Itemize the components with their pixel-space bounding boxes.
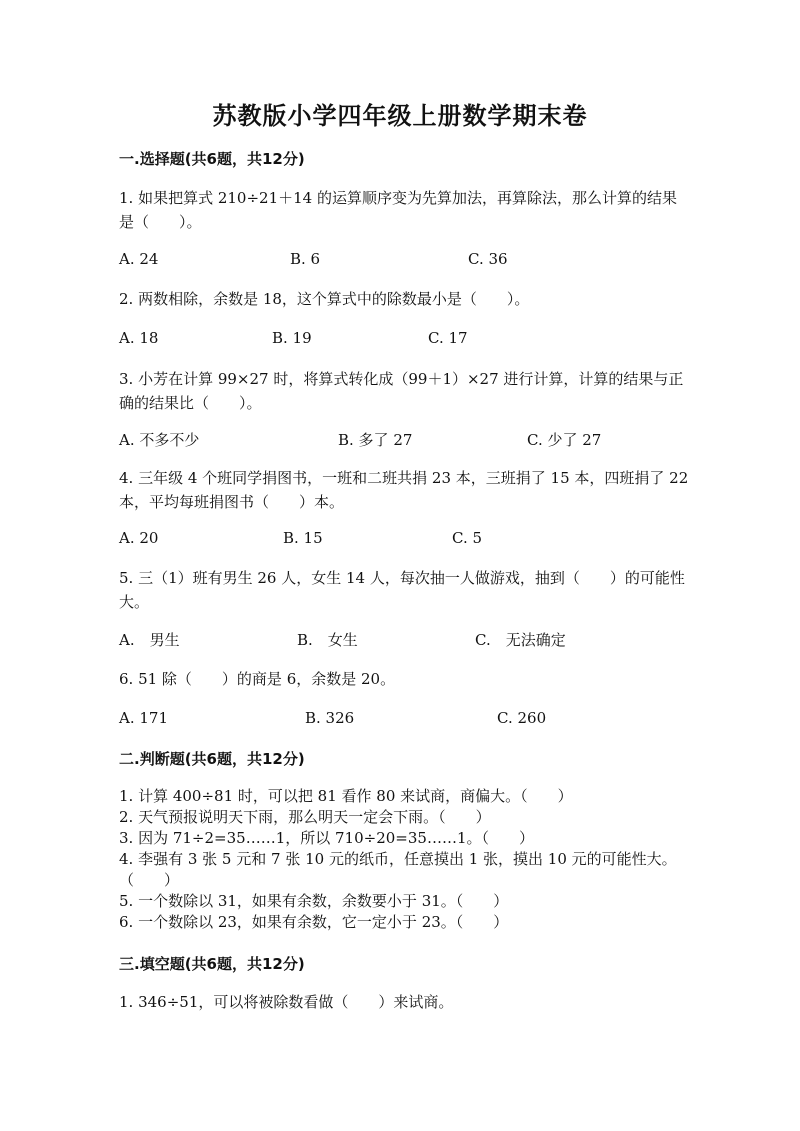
section-heading-choice: 一.选择题(共6题，共12分) <box>119 150 305 168</box>
option-a: A. 24 <box>119 250 159 268</box>
question-text: 6. 51 除（ ）的商是 6，余数是 20。 <box>119 670 396 688</box>
option-b: B. 15 <box>283 529 323 547</box>
judgement-item: 3. 因为 71÷2=35……1，所以 710÷20=35……1。（ ） <box>119 829 534 847</box>
judgement-item: 1. 计算 400÷81 时，可以把 81 看作 80 来试商，商偏大。（ ） <box>119 787 573 805</box>
question-text: 1. 如果把算式 210÷21＋14 的运算顺序变为先算加法，再算除法，那么计算的结果是（ ）。 <box>119 189 677 231</box>
question-text: 4. 三年级 4 个班同学捐图书，一班和二班共捐 23 本，三班捐了 15 本，四班捐了 22 本，平均每班捐图书（ ）本。 <box>119 469 689 511</box>
option-c: C. 少了 27 <box>527 431 602 449</box>
section-heading-fill-blank: 三.填空题(共6题，共12分) <box>119 955 305 973</box>
option-b: B. 女生 <box>297 631 358 649</box>
page-title: 苏教版小学四年级上册数学期末卷 <box>212 101 588 130</box>
judgement-item: 5. 一个数除以 31，如果有余数，余数要小于 31。（ ） <box>119 892 509 910</box>
question-text: 5. 三（1）班有男生 26 人，女生 14 人，每次抽一人做游戏，抽到（ ）的可能性大。 <box>119 569 685 611</box>
question-text: 3. 小芳在计算 99×27 时，将算式转化成（99＋1）×27 进行计算，计算的结果与正确的结果比（ ）。 <box>119 370 684 412</box>
option-b: B. 19 <box>272 329 312 347</box>
option-b: B. 6 <box>290 250 321 268</box>
option-c: C. 17 <box>428 329 468 347</box>
option-a: A. 男生 <box>119 631 180 649</box>
question-text: 1. 346÷51，可以将被除数看做（ ）来试商。 <box>119 993 454 1011</box>
option-b: B. 多了 27 <box>338 431 413 449</box>
judgement-item: 6. 一个数除以 23，如果有余数，它一定小于 23。（ ） <box>119 913 509 931</box>
judgement-item: 2. 天气预报说明天下雨，那么明天一定会下雨。（ ） <box>119 808 491 826</box>
judgement-item: 4. 李强有 3 张 5 元和 7 张 10 元的纸币，任意摸出 1 张，摸出 10 元的可能性大。（ ） <box>119 850 677 889</box>
question-text: 2. 两数相除，余数是 18，这个算式中的除数最小是（ ）。 <box>119 290 530 308</box>
option-c: C. 无法确定 <box>475 631 566 649</box>
option-a: A. 171 <box>119 709 168 727</box>
option-c: C. 5 <box>452 529 483 547</box>
option-c: C. 260 <box>497 709 547 727</box>
option-a: A. 18 <box>119 329 159 347</box>
option-a: A. 20 <box>119 529 159 547</box>
option-b: B. 326 <box>305 709 355 727</box>
section-heading-judgement: 二.判断题(共6题，共12分) <box>119 750 305 768</box>
option-c: C. 36 <box>468 250 508 268</box>
option-a: A. 不多不少 <box>119 431 200 449</box>
